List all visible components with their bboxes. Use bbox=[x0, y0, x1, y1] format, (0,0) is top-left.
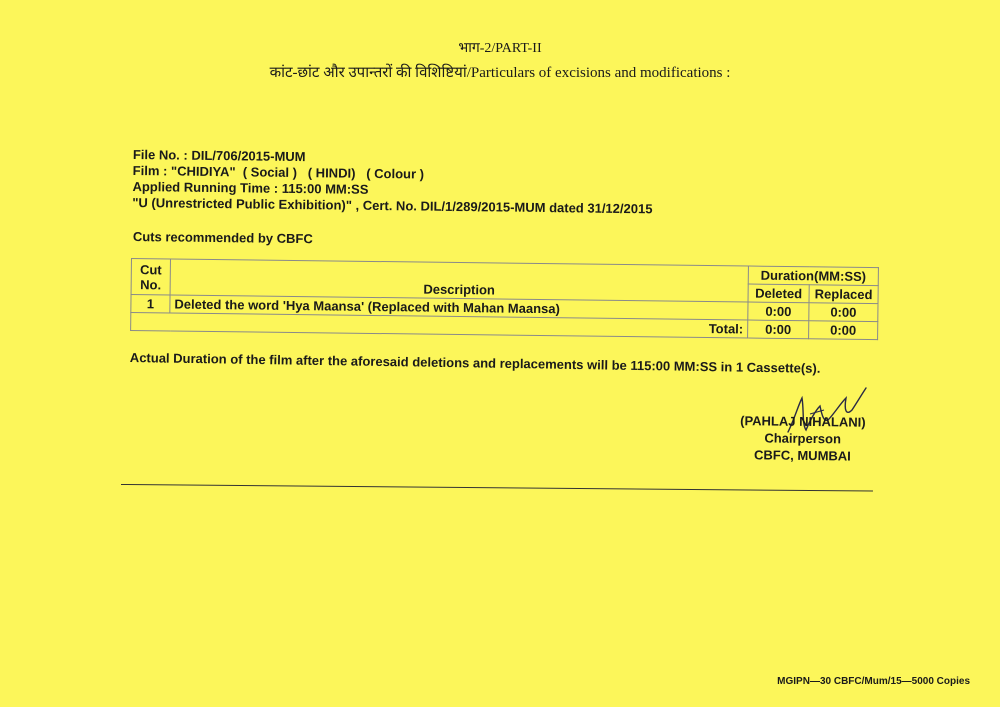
part-heading: भाग-2/PART-II bbox=[458, 41, 542, 56]
actual-duration: Actual Duration of the film after the aforesaid deletions and replacements will be 115:00 MM:SS in 1 Cassette(s). bbox=[129, 350, 821, 376]
print-footer: MGIPN—30 CBFC/Mum/15—5000 Copies bbox=[777, 676, 970, 687]
cuts-label: Cuts recommended by CBFC bbox=[132, 229, 313, 247]
signatory-title: Chairperson bbox=[764, 430, 842, 447]
cuts-table bbox=[130, 258, 879, 340]
col-duration: Duration(MM:SS) bbox=[748, 266, 878, 286]
total-replaced: 0:00 bbox=[809, 321, 878, 340]
signatory-name: (PAHLAJ NIHALANI) bbox=[740, 413, 866, 430]
film-title: Film : "CHIDIYA" ( Social ) ( HINDI) ( Colour ) bbox=[132, 162, 425, 182]
particulars-heading: कांट-छांट और उपान्तरों की विशिष्टियां/Particulars of excisions and modifications : bbox=[269, 65, 731, 81]
signatory-office: CBFC, MUMBAI bbox=[753, 447, 851, 464]
file-number: File No. : DIL/706/2015-MUM bbox=[132, 147, 306, 165]
film-details bbox=[132, 147, 653, 217]
signatory-block bbox=[727, 412, 878, 465]
running-time: Applied Running Time : 115:00 MM:SS bbox=[132, 178, 369, 197]
cut-replaced: 0:00 bbox=[809, 303, 878, 322]
col-cut-no: Cut No. bbox=[131, 259, 170, 295]
table-header-row bbox=[131, 259, 878, 286]
cut-deleted: 0:00 bbox=[748, 302, 809, 321]
col-deleted: Deleted bbox=[748, 284, 809, 303]
total-label: Total: bbox=[131, 313, 748, 339]
divider bbox=[121, 484, 873, 492]
col-replaced: Replaced bbox=[809, 285, 878, 304]
cut-number: 1 bbox=[131, 295, 170, 313]
certificate-line: "U (Unrestricted Public Exhibition)" , Cert. No. DIL/1/289/2015-MUM dated 31/12/2015 bbox=[132, 194, 653, 217]
col-description: Description bbox=[170, 259, 748, 302]
cuts-table-wrap bbox=[130, 258, 879, 340]
total-deleted: 0:00 bbox=[748, 320, 809, 339]
cut-description: Deleted the word 'Hya Maansa' (Replaced with Mahan Maansa) bbox=[170, 295, 748, 320]
